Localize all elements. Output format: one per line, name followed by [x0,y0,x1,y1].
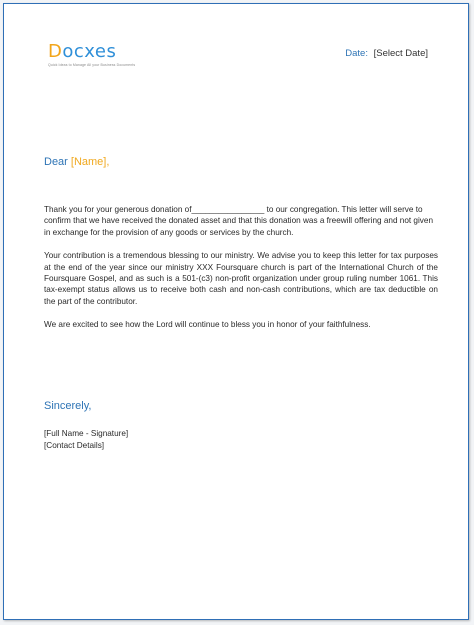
salutation: Dear [44,156,68,168]
date-line [345,48,428,59]
paragraph-thanks: Thank you for your generous donation of________________ to our congregation. This letter will serve to confirm that we have received the donated asset and that this donation was a freewill offering and not given in exchange for the provision of any goods or services by the church. [44,205,433,237]
date-field[interactable]: [Select Date] [373,48,428,59]
paragraph-tax-info: Your contribution is a tremendous blessing to our ministry. We advise you to keep this letter for tax purposes at the end of the year since our ministry XXX Foursquare church is part of the International Church of the Foursquare Gospel, and as such is a 501-(c3) non-profit organization under group ruling number 1061. This tax-exempt status allows us to receive both cash and non-cash contributions, which are tax deductible on the part of the contributor. [44,251,438,306]
letter-body [44,204,438,343]
logo-wordmark: Docxes [48,41,117,62]
full-name-signature-field[interactable]: [Full Name - Signature] [44,429,129,438]
closing-sincerely: Sincerely, [44,400,92,412]
signature-block [44,428,128,452]
date-label: Date: [345,48,368,59]
greeting [44,156,109,168]
docxes-logo [48,42,135,67]
logo-tagline: Quick Ideas to Manage All your Business Documents [48,63,136,67]
recipient-name-field[interactable]: [Name], [70,156,110,168]
letter-page [3,3,469,620]
contact-details-field[interactable]: [Contact Details] [44,441,105,450]
paragraph-blessing: We are excited to see how the Lord will continue to bless you in honor of your faithfulness. [44,320,371,330]
